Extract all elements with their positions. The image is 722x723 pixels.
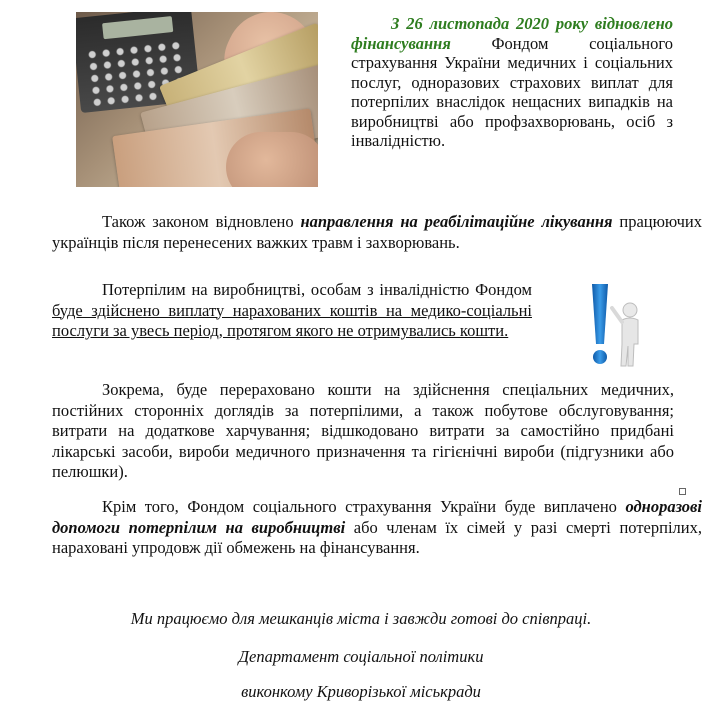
payment-paragraph: [52, 280, 532, 342]
assistance-paragraph: [52, 497, 702, 559]
assistance-text-before: Крім того, Фондом соціального страхування України буде виплачено: [102, 497, 626, 516]
footer-council: виконкому Криворізької міськради: [241, 682, 481, 701]
rehab-emphasis: направлення на реабілітаційне лікування: [300, 212, 613, 231]
footer-slogan: Ми працюємо для мешканців міста і завжди готові до співпраці.: [130, 609, 592, 628]
intro-text: Фондом соціального страхування України медичних і соціальних послуг, одноразових страхових виплат для потерпілих внаслідок нещасних випадків на виробництві або профзахворювань, осіб з інвалідністю.: [351, 33, 673, 150]
expenses-paragraph: [52, 380, 674, 483]
rehab-text-before: Також законом відновлено: [102, 212, 301, 231]
payment-underlined: буде здійснено виплату нарахованих коштів на медико-соціальні послуги за увесь період, протягом якого не отримувались кошти.: [52, 300, 532, 340]
footer-department: Департамент соціальної політики: [238, 647, 484, 666]
rehab-text-after: працюючих українців після перенесених важких травм і захворювань.: [52, 212, 703, 252]
exclamation-person-icon: [578, 282, 654, 368]
assistance-emphasis: одноразові допомоги потерпілим на виробництві: [52, 497, 702, 537]
rehab-paragraph: [52, 212, 702, 253]
assistance-text-after: або членам їх сімей у разі смерті потерпілих, нараховані упродовж дії обмежень на фінансування.: [52, 517, 702, 557]
intro-paragraph: [351, 14, 673, 151]
anchor-marker: [679, 488, 686, 495]
money-calculator-photo: [76, 12, 318, 187]
payment-text-before: Потерпілим на виробництві, особам з інвалідністю Фондом: [102, 280, 532, 299]
hand-shape: [226, 132, 318, 187]
expenses-text: Зокрема, буде перераховано кошти на здійснення спеціальних медичних, постійних сторонніх доглядів за потерпілими, а також побутове обслуговування; витрати на додаткове харчування; відшкодовано витрати за самостійно придбані лікарські засоби, вироби медичного призначення та гігієнічні вироби (підгузники або пелюшки).: [52, 380, 674, 481]
intro-highlight: З 26 листопада 2020 року відновлено фінансування: [351, 14, 673, 53]
